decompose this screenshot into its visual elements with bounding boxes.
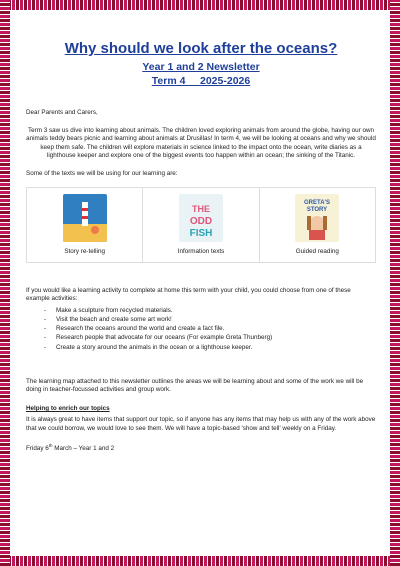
book-label: Story re-telling <box>64 247 105 255</box>
gretas-story-book-cover <box>295 194 339 242</box>
newsletter-title: Why should we look after the oceans? <box>64 40 338 57</box>
lighthouse-book-cover <box>63 194 107 242</box>
date-line <box>26 442 376 454</box>
page-border-bottom <box>0 556 400 566</box>
texts-intro: Some of the texts we will be using for our learning are: <box>26 169 178 177</box>
enrich-paragraph: It is always great to have items that support our topic, so if anyone has any items that may help us with any of the work above that we could borrow, we would love to see them. We will have a topic-based 'show and tell' weekly on a Friday. <box>26 415 376 432</box>
newsletter-subtitle: Year 1 and 2 Newsletter <box>142 61 260 73</box>
book-label: Information texts <box>177 247 225 255</box>
odd-fish-book-cover <box>179 194 223 242</box>
list-item: - Research the oceans around the world and create a fact file. <box>44 324 376 333</box>
enrich-heading: Helping to enrich our topics <box>26 404 110 412</box>
svg-text:THE: THE <box>191 203 210 214</box>
book-label: Guided reading <box>295 247 339 255</box>
books-table <box>26 187 376 263</box>
date-suffix: th <box>48 443 53 449</box>
svg-text:STORY: STORY <box>307 206 328 213</box>
list-item: - Create a story around the animals in the ocean or a lighthouse keeper. <box>44 343 376 352</box>
book-cell <box>260 188 375 262</box>
newsletter-page <box>26 40 376 454</box>
term-heading: Term 4 2025-2026 <box>151 75 251 87</box>
svg-text:FISH: FISH <box>189 227 213 239</box>
book-cell <box>143 188 259 262</box>
page-border-right <box>390 0 400 566</box>
activities-list <box>26 306 376 352</box>
date-day: Friday 6 <box>26 445 49 453</box>
svg-text:ODD: ODD <box>189 215 213 227</box>
list-item: - Make a sculpture from recycled materials. <box>44 306 376 315</box>
book-cell <box>27 188 143 262</box>
page-border-left <box>0 0 10 566</box>
svg-text:GRETA'S: GRETA'S <box>304 199 331 206</box>
intro-paragraph: Term 3 saw us dive into learning about animals. The children loved exploring animals from around the globe, having our own animals teddy bears picnic and learning about animals at Drusillas! In term 4, we will be looking at oceans and why we should keep them safe. The children will explore materials in science linked to the impact onto the ocean, write diaries as a lighthouse keeper and explore one of the biggest events too happen within an ocean; the sinking of the Titanic. <box>26 126 376 160</box>
page-border-top <box>0 0 400 10</box>
list-item: - Research people that advocate for our oceans (For example Greta Thunberg) <box>44 333 376 342</box>
learning-map-paragraph: The learning map attached to this newsletter outlines the areas we will be learning about and some of the work we will be doing in teacher-focussed activities and group work. <box>26 377 364 394</box>
list-item: - Visit the beach and create some art work! <box>44 315 376 324</box>
activities-intro: If you would like a learning activity to complete at home this term with your child, you could choose from one of these example activities: <box>26 286 351 303</box>
greeting: Dear Parents and Carers, <box>26 109 98 116</box>
date-rest: March – Year 1 and 2 <box>52 445 115 453</box>
